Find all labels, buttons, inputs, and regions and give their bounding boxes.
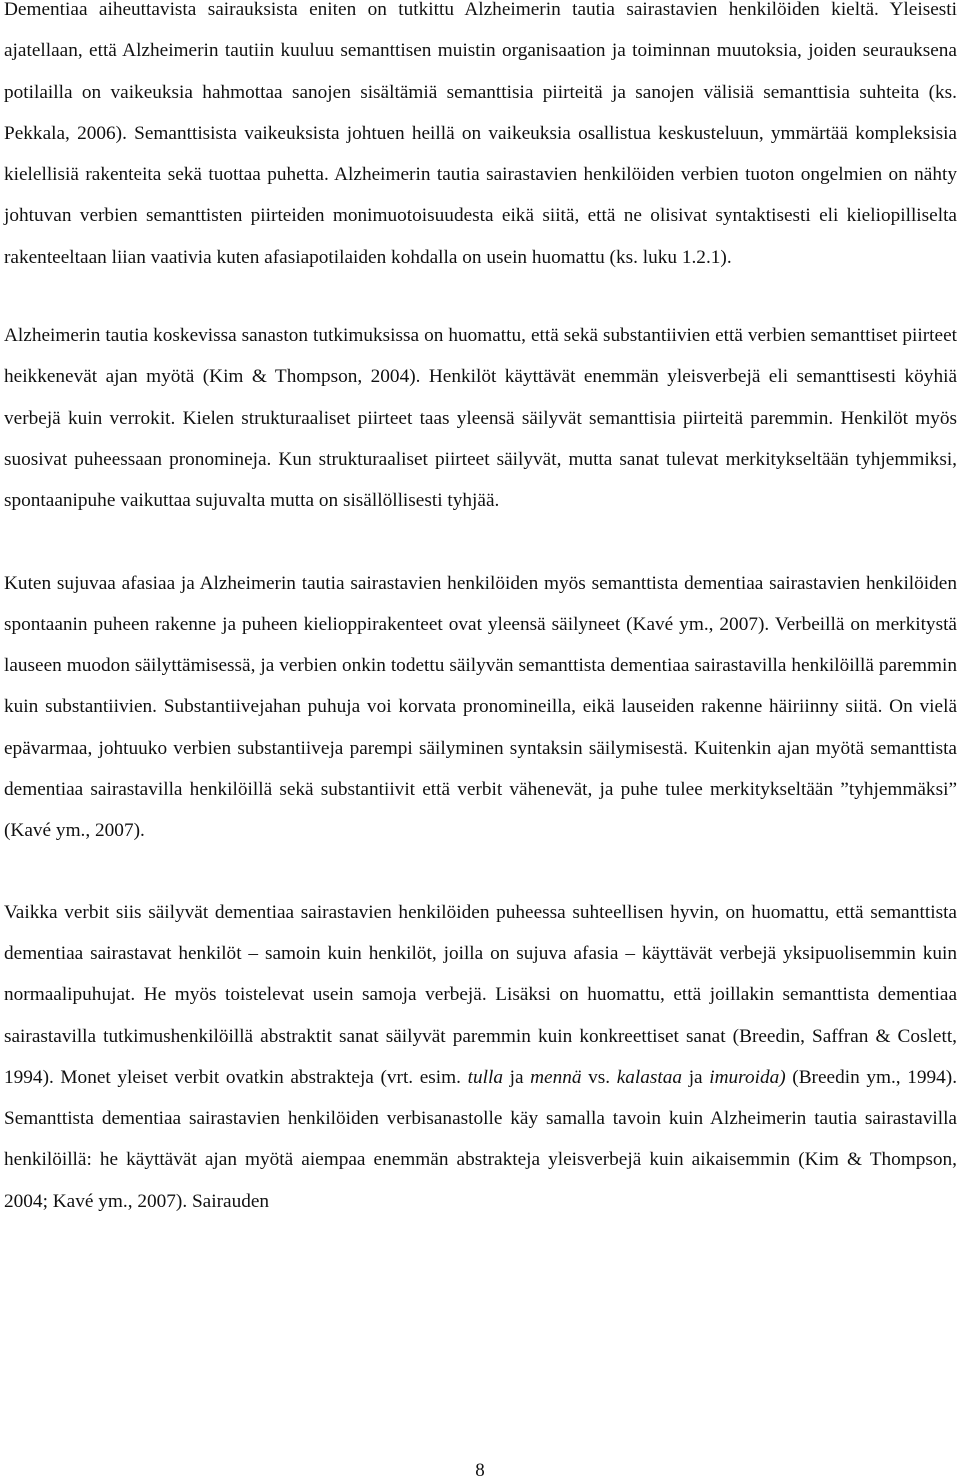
paragraph-4 xyxy=(4,892,957,1222)
page-number: 8 xyxy=(475,1460,485,1481)
paragraph-4-connector-1: ja xyxy=(502,1066,531,1088)
paragraph-2: Alzheimerin tautia koskevissa sanaston tutkimuksissa on huomattu, että sekä substantiivien että verbien semanttiset piirteet heikkenevät ajan myötä (Kim & Thompson, 2004). Henkilöt käyttävät enemmän yleisverbejä eli semanttisesti köyhiä verbejä kuin verrokit. Kielen strukturaaliset piirteet taas yleensä säilyvät semanttisia piirteitä paremmin. Henkilöt myös suosivat puheessaan pronomineja. Kun strukturaaliset piirteet säilyvät, mutta sanat tulevat merkitykseltään tyhjemmiksi, spontaanipuhe vaikuttaa sujuvalta mutta on sisällöllisesti tyhjää. xyxy=(4,325,957,512)
paragraph-4-connector-2: vs. xyxy=(581,1066,617,1088)
paragraph-4-connector-3: ja xyxy=(682,1066,710,1088)
italic-term-imuroida: imuroida) xyxy=(709,1066,786,1088)
document-page xyxy=(4,0,957,1222)
italic-term-kalastaa: kalastaa xyxy=(616,1066,683,1088)
paragraph-3: Kuten sujuvaa afasiaa ja Alzheimerin tautia sairastavien henkilöiden myös semanttista dementiaa sairastavien henkilöiden spontaanin puheen rakenne ja puheen kielioppirakenteet ovat yleensä säilyneet (Kavé ym., 2007). Verbeillä on merkitystä lauseen muodon säilyttämisessä, ja verbien onkin todettu säilyvän semanttista dementiaa sairastavilla henkilöillä paremmin kuin substantiivien. Substantiivejahan puhuja voi korvata pronomineilla, eikä lauseiden rakenne häiriinny siitä. On vielä epävarmaa, johtuuko verbien substantiiveja parempi säilyminen syntaksin säilymisestä. Kuitenkin ajan myötä semanttista dementiaa sairastavilla henkilöillä sekä substantiivit että verbit vähenevät, ja puhe tulee merkitykseltään ”tyhjemmäksi” (Kavé ym., 2007). xyxy=(4,572,957,842)
paragraph-4-text-before: Vaikka verbit siis säilyvät dementiaa sairastavien henkilöiden puheessa suhteellisen hyvin, on huomattu, että semanttista dementiaa sairastavat henkilöt – samoin kuin henkilöt, joilla on sujuva afasia – käyttävät verbejä yksipuolisemmin kuin normaalipuhujat. He myös toistelevat usein samoja verbejä. Lisäksi on huomattu, että joillakin semanttista dementiaa sairastavilla tutkimushenkilöillä abstraktit sanat säilyvät paremmin kuin konkreettiset sanat (Breedin, Saffran & Coslett, 1994). Monet yleiset verbit ovatkin abstrakteja (vrt. esim. xyxy=(4,901,957,1088)
paragraph-1: Dementiaa aiheuttavista sairauksista eniten on tutkittu Alzheimerin tautia sairastavien henkilöiden kieltä. Yleisesti ajatellaan, että Alzheimerin tautiin kuuluu semanttisen muistin organisaation ja toiminnan muutoksia, joiden seurauksena potilailla on vaikeuksia hahmottaa sanojen sisältämiä semanttisia piirteitä ja sanojen välisiä semanttisia suhteita (ks. Pekkala, 2006). Semanttisista vaikeuksista johtuen heillä on vaikeuksia osallistua keskusteluun, ymmärtää kompleksisia kielellisiä rakenteita sekä tuottaa puhetta. Alzheimerin tautia sairastavien henkilöiden verbien tuoton ongelmien on nähty johtuvan verbien semanttisten piirteiden monimuotoisuudesta eikä siitä, että ne olisivat syntaktisesti eli kieliopilliselta rakenteeltaan liian vaativia kuten afasiapotilaiden kohdalla on usein huomattu (ks. luku 1.2.1). xyxy=(4,0,957,268)
italic-term-tulla: tulla xyxy=(467,1066,503,1088)
italic-term-menna: mennä xyxy=(530,1066,582,1088)
paragraph-4-text-after: (Breedin ym., 1994). Semanttista dementiaa sairastavien henkilöiden verbisanastolle käy samalla tavoin kuin Alzheimerin tautia sairastavilla henkilöillä: he käyttävät ajan myötä aiempaa enemmän abstrakteja yleisverbejä kuin aikaisemmin (Kim & Thompson, 2004; Kavé ym., 2007). Sairauden xyxy=(4,1066,958,1212)
